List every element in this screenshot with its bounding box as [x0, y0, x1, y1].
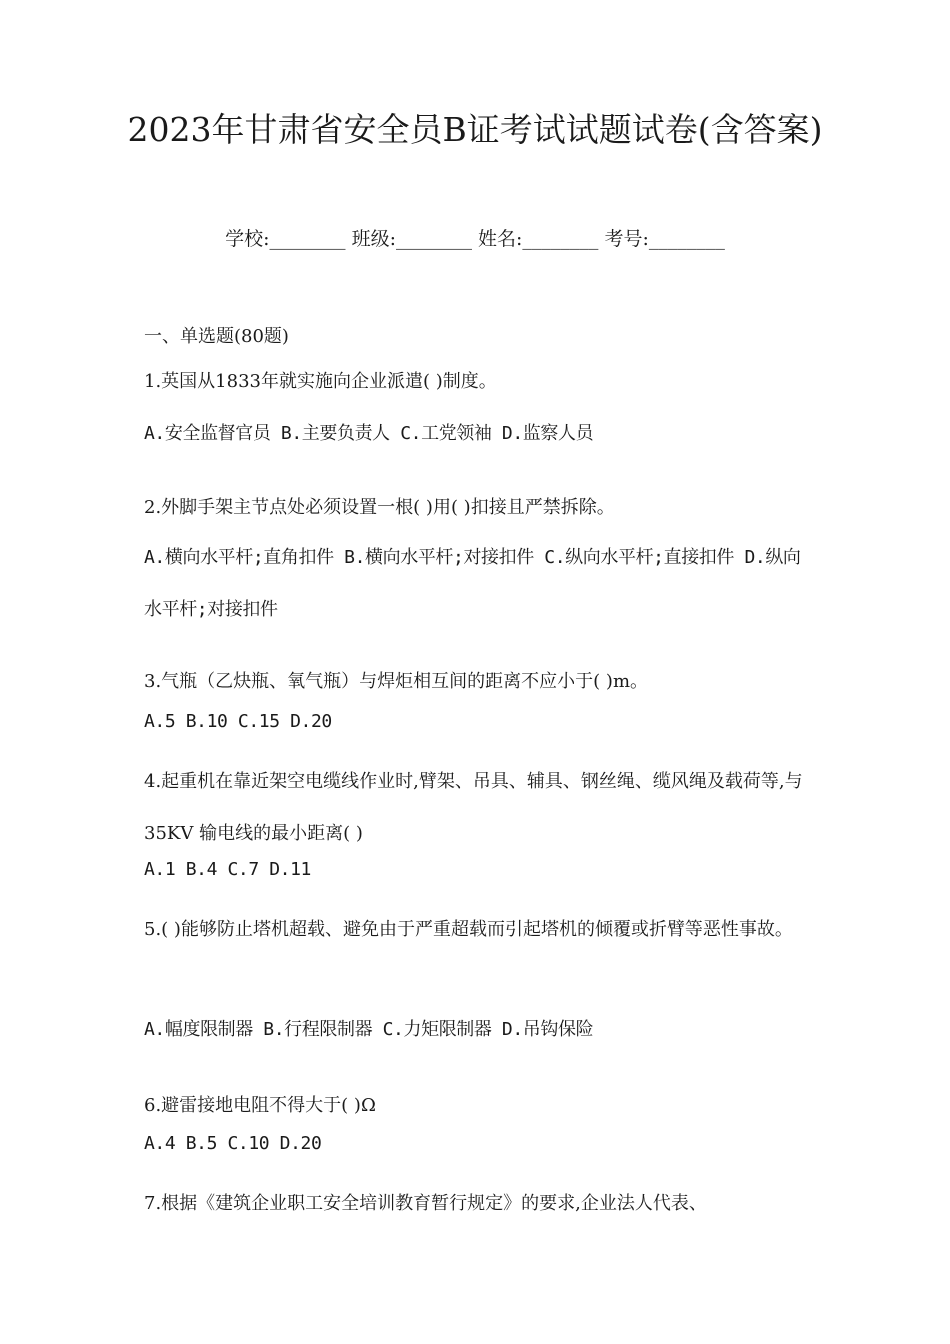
question-stem-4: 4.起重机在靠近架空电缆线作业时,臂架、吊具、辅具、钢丝绳、缆风绳及载荷等,与35KV 输电线的最小距离( ): [144, 771, 803, 844]
question-stem-3: 3.气瓶（乙炔瓶、氧气瓶）与焊炬相互间的距离不应小于( )m。: [144, 671, 649, 692]
question-stem-6: 6.避雷接地电阻不得大于( )Ω: [144, 1095, 376, 1116]
question-options-2: A.横向水平杆;直角扣件 B.横向水平杆;对接扣件 C.纵向水平杆;直接扣件 D.纵向水平杆;对接扣件: [144, 547, 801, 620]
question-stem-2: 2.外脚手架主节点处必须设置一根( )用( )扣接且严禁拆除。: [144, 497, 615, 518]
page-title: 2023年甘肃省安全员B证考试试题试卷(含答案): [127, 110, 823, 149]
question-options-5: A.幅度限制器 B.行程限制器 C.力矩限制器 D.吊钩保险: [144, 1019, 594, 1040]
question-options-3: A.5 B.10 C.15 D.20: [144, 711, 332, 732]
question-stem-5: 5.( )能够防止塔机超载、避免由于严重超载而引起塔机的倾覆或折臂等恶性事故。: [144, 919, 793, 940]
question-stem-1: 1.英国从1833年就实施向企业派遣( )制度。: [144, 371, 497, 392]
question-options-4: A.1 B.4 C.7 D.11: [144, 859, 311, 880]
question-options-6: A.4 B.5 C.10 D.20: [144, 1133, 322, 1154]
section-heading: 一、单选题(80题): [144, 326, 289, 347]
student-info-line: 学校:________ 班级:________ 姓名:________ 考号:________: [225, 228, 725, 250]
question-stem-7: 7.根据《建筑企业职工安全培训教育暂行规定》的要求,企业法人代表、: [144, 1193, 707, 1214]
question-options-1: A.安全监督官员 B.主要负责人 C.工党领袖 D.监察人员: [144, 423, 594, 444]
